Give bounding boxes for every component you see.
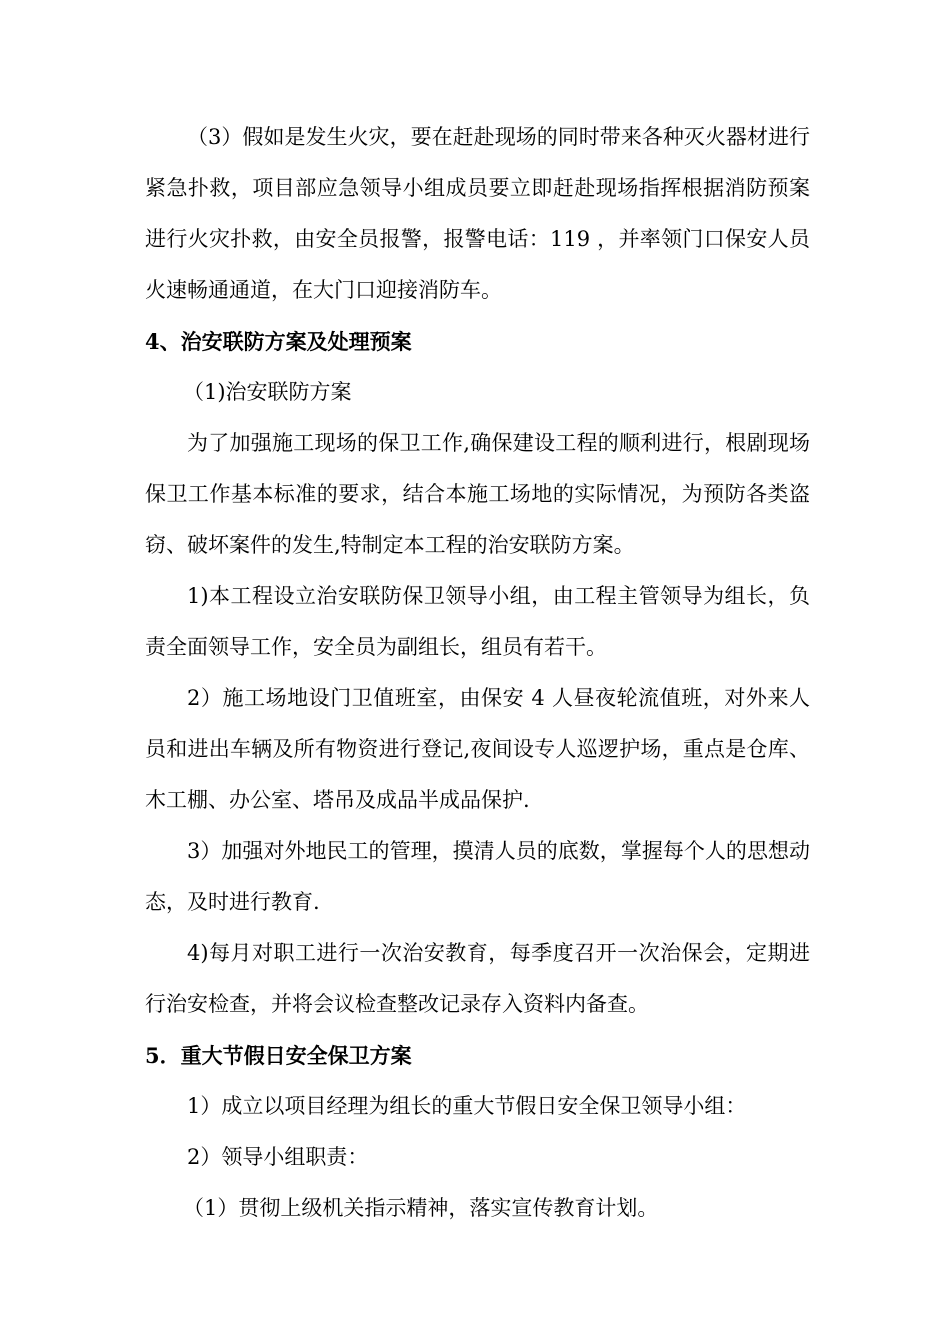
section-heading-5: 5．重大节假日安全保卫方案 [145,1043,412,1068]
document-page [145,112,810,1234]
paragraph-holiday-duty-1: （1）贯彻上级机关指示精神，落实宣传教育计划。 [183,1196,659,1220]
paragraph-holiday-2: 2）领导小组职责： [187,1145,369,1169]
section-heading-4: 4、治安联防方案及处理预案 [145,329,412,354]
paragraph-holiday-1: 1）成立以项目经理为组长的重大节假日安全保卫领导小组： [187,1094,747,1118]
paragraph-item-3: 3）加强对外地民工的管理，摸清人员的底数，掌握每个人的思想动态，及时进行教育. [145,839,810,914]
paragraph-item-2: 2）施工场地设门卫值班室，由保安 4 人昼夜轮流值班，对外来人员和进出车辆及所有物资进行登记,夜间设专人巡逻护场，重点是仓库、木工棚、办公室、塔吊及成品半成品保护. [145,686,810,812]
subheading-security-plan: （1)治安联防方案 [183,380,352,404]
paragraph-item-4: 4)每月对职工进行一次治安教育，每季度召开一次治保会，定期进行治安检查，并将会议检查整改记录存入资料内备查。 [145,941,810,1016]
paragraph-item-1: 1)本工程设立治安联防保卫领导小组，由工程主管领导为组长，负责全面领导工作，安全员为副组长，组员有若干。 [145,584,810,659]
paragraph-security-intro: 为了加强施工现场的保卫工作,确保建设工程的顺利进行，根剧现场保卫工作基本标准的要求，结合本施工场地的实际情况，为预防各类盗窃、破坏案件的发生,特制定本工程的治安联防方案。 [145,431,810,557]
paragraph-fire-response: （3）假如是发生火灾，要在赶赴现场的同时带来各种灭火器材进行紧急扑救，项目部应急领导小组成员要立即赶赴现场指挥根据消防预案进行火灾扑救，由安全员报警，报警电话：119 ，并率领门口保安人员火速畅通通道，在大门口迎接消防车。 [145,125,810,302]
